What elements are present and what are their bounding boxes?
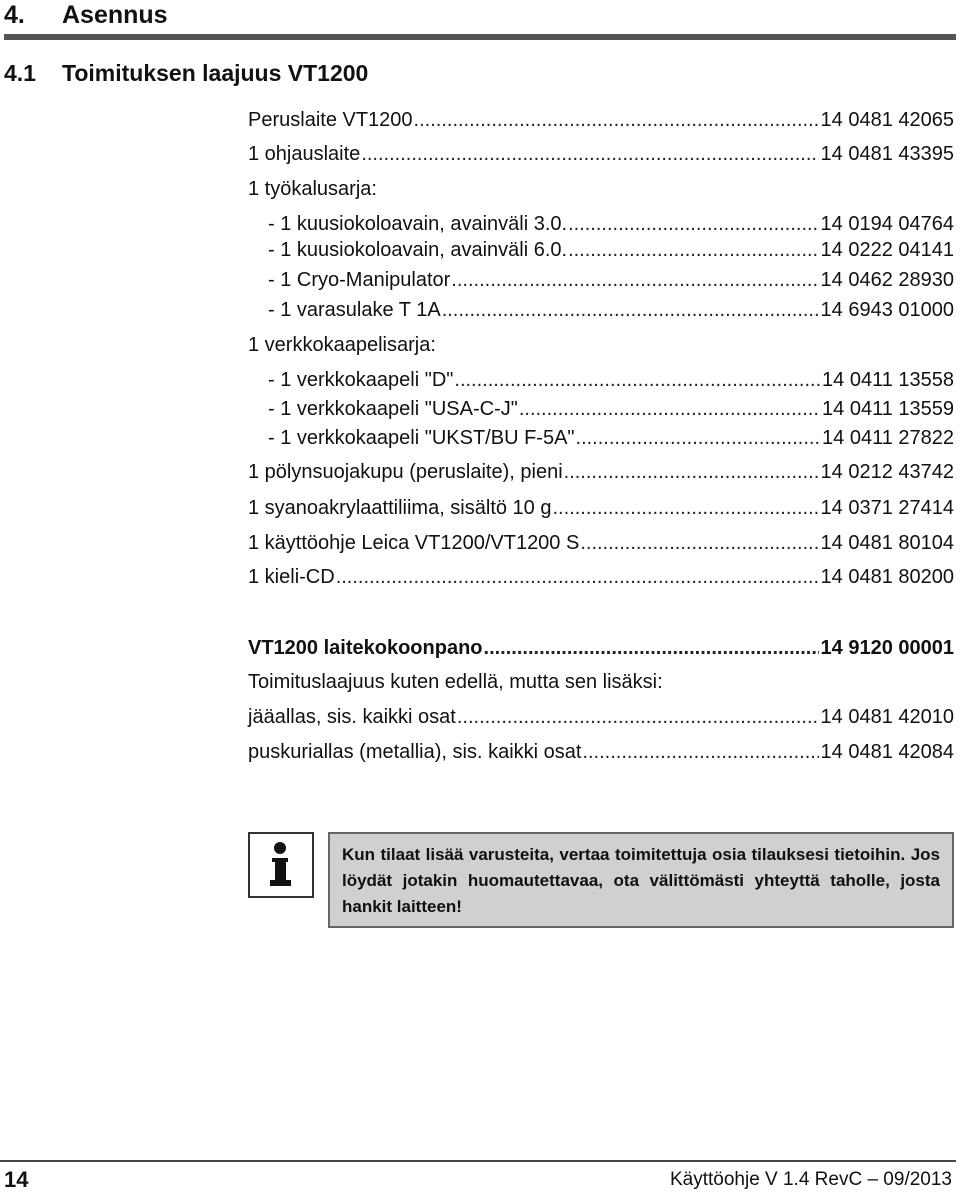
item-code: 14 0481 43395 [820,143,954,165]
assembly-code: 14 9120 00001 [820,637,954,659]
item-label: - 1 Cryo-Manipulator [268,269,451,291]
document-version: Käyttöohje V 1.4 RevC – 09/2013 [669,1169,952,1190]
assembly-note: Toimituslaajuus kuten edellä, mutta sen lisäksi: [248,671,663,693]
list-item [268,234,954,266]
item-label: Peruslaite VT1200 [248,109,413,131]
chapter-heading [0,0,960,36]
list-item [248,456,954,488]
list-item [268,294,954,326]
item-label: - 1 verkkokaapeli "UKST/BU F-5A" [268,427,575,449]
item-code: 14 0411 27822 [822,427,954,449]
item-code: 14 0222 04141 [820,239,954,261]
section-title: Toimituksen laajuus VT1200 [62,60,369,86]
list-group-heading [248,329,954,361]
chapter-title: Asennus [62,1,168,29]
item-code: 14 0194 04764 [820,213,954,235]
item-label: 1 ohjauslaite [248,143,361,165]
item-code: 14 0371 27414 [820,497,954,519]
footer-divider [0,1160,956,1162]
item-code: 14 0481 42065 [820,109,954,131]
list-item [268,393,954,425]
item-code: 14 0481 42010 [820,706,954,728]
list-item [248,104,954,136]
item-label: puskuriallas (metallia), sis. kaikki osat [248,741,582,763]
list-item [248,736,954,768]
item-label: - 1 verkkokaapeli "D" [268,369,454,391]
item-code: 14 0481 80200 [820,566,954,588]
item-label: 1 pölynsuojakupu (peruslaite), pieni [248,461,563,483]
item-code: 14 0462 28930 [820,269,954,291]
item-label: - 1 kuusiokoloavain, avainväli 3.0. [268,213,568,235]
chapter-divider [4,34,956,40]
list-item [248,701,954,733]
list-item [268,364,954,396]
item-code: 14 0481 42084 [820,741,954,763]
item-label: 1 työkalusarja: [248,178,377,200]
assembly-label: VT1200 laitekokoonpano [248,637,483,659]
list-group-heading [248,173,954,205]
item-label: 1 kieli-CD [248,566,335,588]
item-label: - 1 verkkokaapeli "USA-C-J" [268,398,518,420]
item-label: 1 verkkokaapelisarja: [248,334,436,356]
item-label: - 1 varasulake T 1A [268,299,441,321]
chapter-number: 4. [4,1,25,29]
assembly-item [248,632,954,664]
item-label: jääallas, sis. kaikki osat [248,706,456,728]
list-item [268,264,954,296]
item-label: 1 syanoakrylaattiliima, sisältö 10 g [248,497,552,519]
list-item [248,527,954,559]
list-item [248,561,954,593]
info-icon [248,832,314,898]
list-item [248,138,954,170]
info-note-text: Kun tilaat lisää varusteita, vertaa toimitettuja osia tilauksesi tietoihin. Jos löydät jotakin huomautettavaa, ota välittömästi yhteyttä taholle, josta hankit laitteen! [328,832,954,928]
list-item [268,422,954,454]
list-item [248,492,954,524]
item-code: 14 0411 13559 [822,398,954,420]
item-code: 14 6943 01000 [820,299,954,321]
item-code: 14 0411 13558 [822,369,954,391]
item-code: 14 0212 43742 [820,461,954,483]
item-label: 1 käyttöohje Leica VT1200/VT1200 S [248,532,580,554]
item-code: 14 0481 80104 [820,532,954,554]
page-number: 14 [4,1167,29,1192]
item-label: - 1 kuusiokoloavain, avainväli 6.0. [268,239,568,261]
section-number: 4.1 [4,60,36,86]
